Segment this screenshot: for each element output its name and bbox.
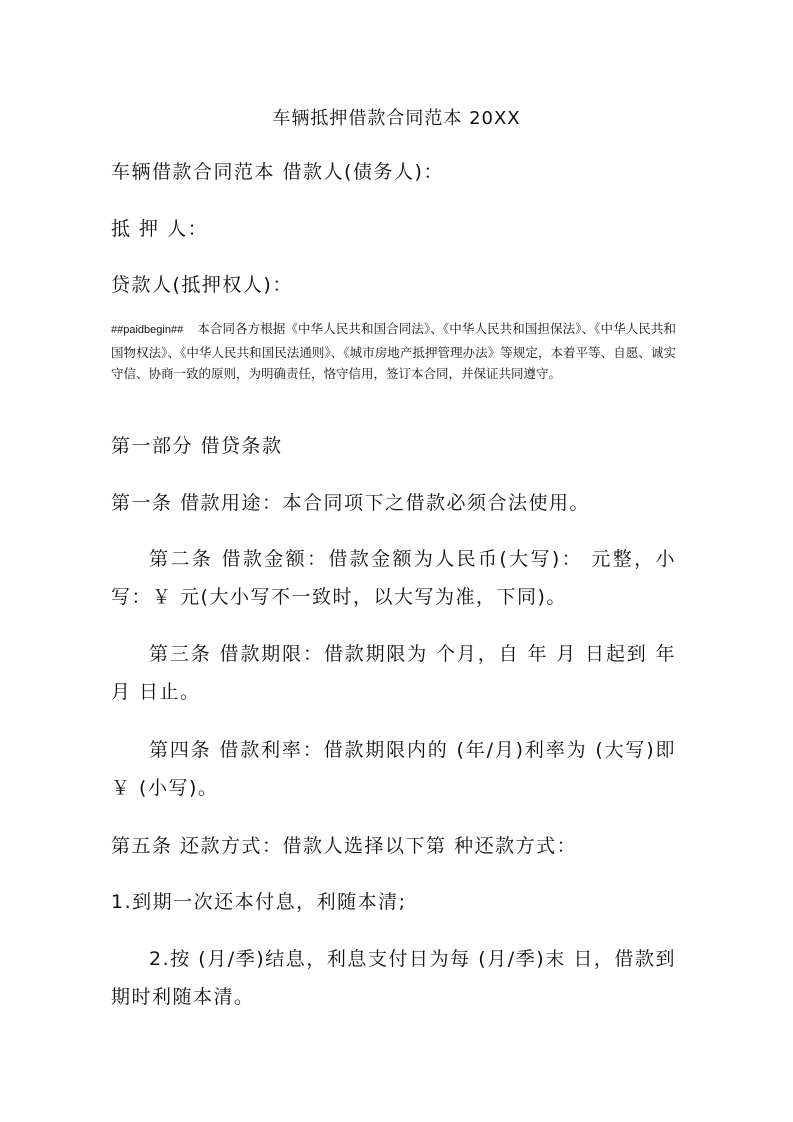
part-one-heading: 第一部分 借贷条款 — [111, 435, 283, 457]
article-5: 第五条 还款方式：借款人选择以下第 种还款方式： — [111, 835, 578, 857]
option-1: 1.到期一次还本付息，利随本清; — [111, 891, 407, 913]
mortgagor-line: 抵 押 人： — [111, 218, 209, 240]
article-4: 第四条 借款利率：借款期限内的 (年/月)利率为 (大写)即￥ (小写)。 — [111, 739, 676, 799]
article-2: 第二条 借款金额：借款金额为人民币(大写)： 元整，小写：￥ 元(大小写不一致时，以大写为准，下同)。 — [111, 548, 676, 608]
lender-line: 贷款人(抵押权人)： — [111, 274, 293, 296]
intro-text: 本合同各方根据《中华人民共和国合同法》、《中华人民共和国担保法》、《中华人民共和国物权法》、《中华人民共和国民法通则》、《城市房地产抵押管理办法》等规定，本着平等、自愿、诚实守信、协商一致的原则，为明确责任，恪守信用，签订本合同，并保证共同遵守。 — [111, 321, 676, 381]
document-title: 车辆抵押借款合同范本 20XX — [272, 108, 521, 129]
article-3: 第三条 借款期限：借款期限为 个月，自 年 月 日起到 年 月 日止。 — [111, 643, 676, 703]
intro-paragraph — [111, 318, 676, 385]
borrower-line: 车辆借款合同范本 借款人(债务人)： — [111, 161, 444, 183]
option-2: 2.按 (月/季)结息，利息支付日为每 (月/季)末 日，借款到期时利随本清。 — [111, 948, 676, 1008]
article-1: 第一条 借款用途：本合同项下之借款必须合法使用。 — [111, 492, 591, 514]
paid-tag: ##paidbegin## — [111, 324, 184, 336]
